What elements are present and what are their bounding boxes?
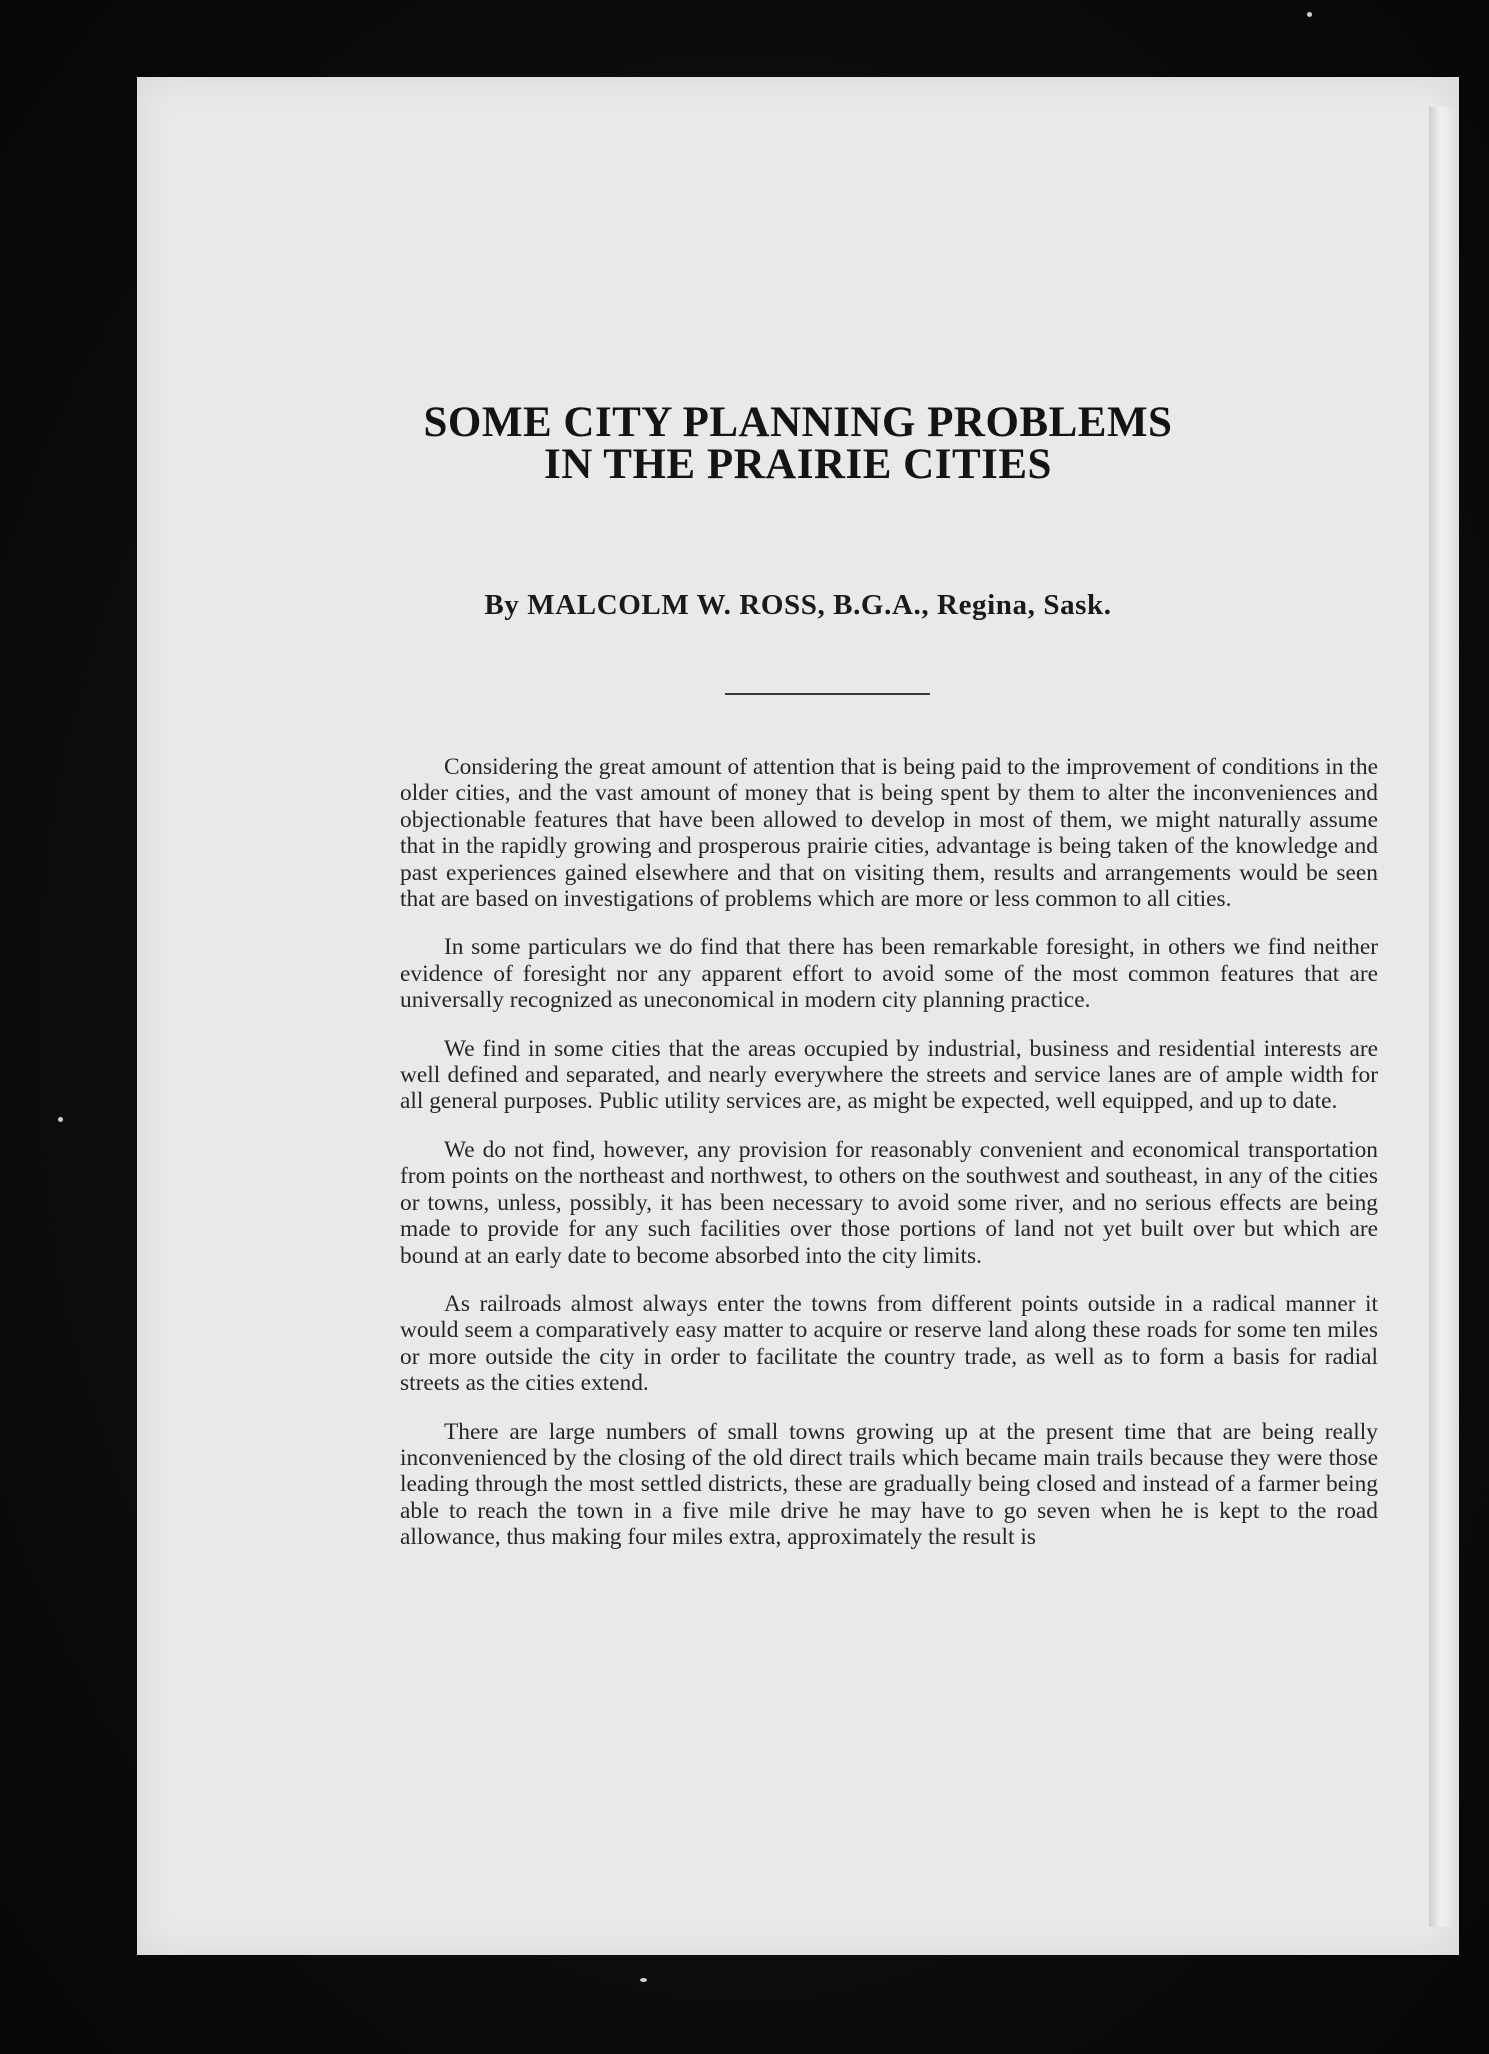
- scan-speck: [640, 1978, 647, 1982]
- divider-rule: [725, 693, 930, 695]
- article-body: [400, 754, 1378, 1573]
- page-edge: [1429, 107, 1459, 1927]
- paragraph: Considering the great amount of attention that is being paid to the improvement of conditions in the older cities, and the vast amount of money that is being spent by them to alter the inconveniences and objectionable features that have been allowed to develop in most of them, we might naturally assume that in the rapidly growing and prosperous prairie cities, advantage is being taken of the knowledge and past experiences gained elsewhere and that on visiting them, results and arrangements would be seen that are based on investigations of problems which are more or less common to all cities.: [400, 754, 1378, 913]
- paragraph: In some particulars we do find that there has been remarkable foresight, in others we find neither evidence of foresight nor any apparent effort to avoid some of the most common features that are universally recognized as uneconomical in modern city planning practice.: [400, 934, 1378, 1014]
- document-page: [137, 77, 1459, 1955]
- title-line-1: SOME CITY PLANNING PROBLEMS: [423, 399, 1173, 446]
- article-title: [137, 399, 1459, 488]
- author-byline: By MALCOLM W. ROSS, B.G.A., Regina, Sask.: [484, 589, 1112, 621]
- paragraph: We do not find, however, any provision for reasonably convenient and economical transportation from points on the northeast and northwest, to others on the southwest and southeast, in any of the cities or towns, unless, possibly, it has been necessary to avoid some river, and no serious effects are being made to provide for any such facilities over those portions of land not yet built over but which are bound at an early date to become absorbed into the city limits.: [400, 1136, 1378, 1269]
- title-line-2: IN THE PRAIRIE CITIES: [544, 441, 1052, 488]
- scan-speck: [58, 1117, 63, 1122]
- paragraph: We find in some cities that the areas occupied by industrial, business and residential interests are well defined and separated, and nearly everywhere the streets and service lanes are of ample width for all general purposes. Public utility services are, as might be expected, well equipped, and up to date.: [400, 1035, 1378, 1115]
- paragraph: As railroads almost always enter the towns from different points outside in a radical manner it would seem a comparatively easy matter to acquire or reserve land along these roads for some ten miles or more outside the city in order to facilitate the country trade, as well as to form a basis for radial streets as the cities extend.: [400, 1290, 1378, 1397]
- scan-speck: [1307, 12, 1312, 17]
- paragraph: There are large numbers of small towns growing up at the present time that are being really inconvenienced by the closing of the old direct trails which became main trails because they were those leading through the most settled districts, these are gradually being closed and instead of a farmer being able to reach the town in a five mile drive he may have to go seven when he is kept to the road allowance, thus making four miles extra, approximately the result is: [400, 1418, 1378, 1551]
